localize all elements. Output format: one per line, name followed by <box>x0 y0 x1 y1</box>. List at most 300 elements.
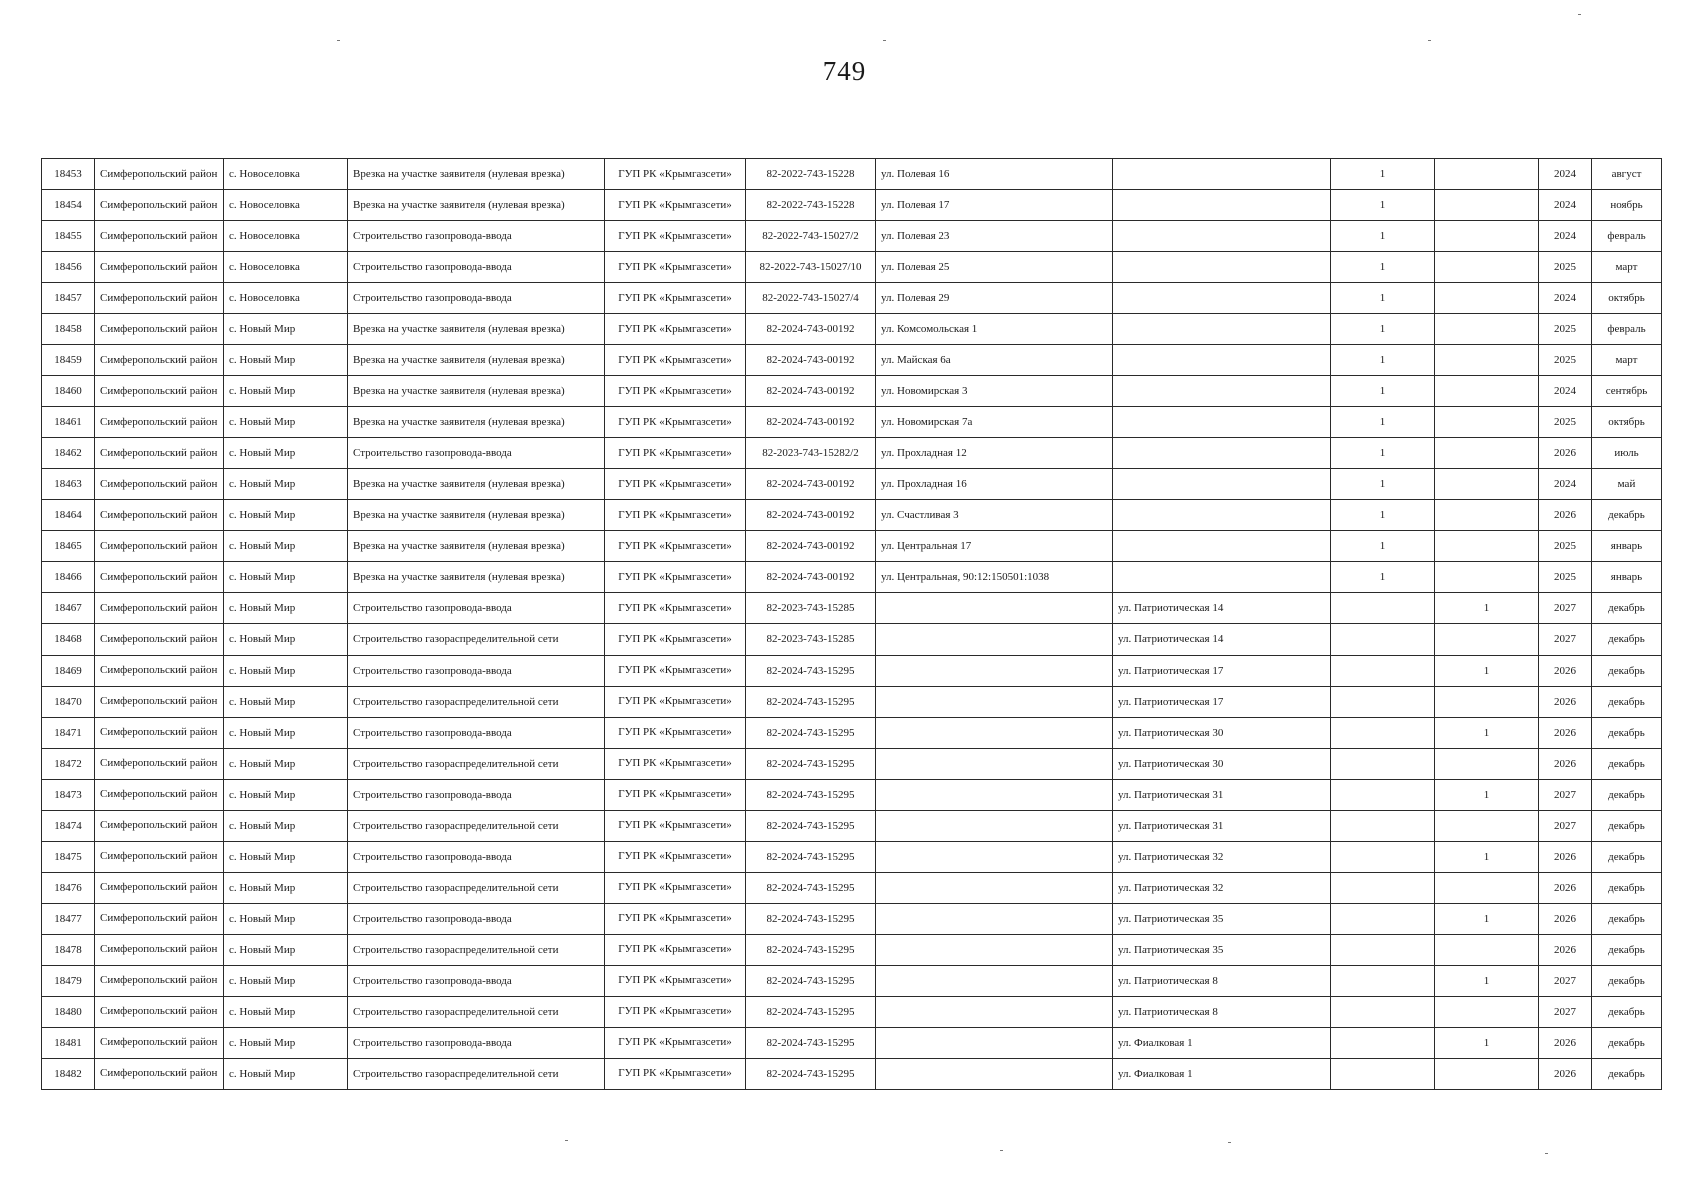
operator-cell: ГУП РК «Крымгазсети» <box>605 283 746 314</box>
address-alt-cell: ул. Патриотическая 14 <box>1113 593 1331 624</box>
flag-alt-cell <box>1435 810 1539 841</box>
address-cell <box>876 1027 1113 1058</box>
work-type-cell: Строительство газопровода-ввода <box>348 779 605 810</box>
district-cell: Симферопольский район <box>95 1058 224 1089</box>
district-cell: Симферопольский район <box>95 810 224 841</box>
address-cell <box>876 872 1113 903</box>
district-cell: Симферопольский район <box>95 717 224 748</box>
flag-alt-cell <box>1435 190 1539 221</box>
settlement-cell: с. Новый Мир <box>224 314 348 345</box>
district-cell: Симферопольский район <box>95 996 224 1027</box>
month-cell: декабрь <box>1592 686 1662 717</box>
row-number: 18472 <box>42 748 95 779</box>
address-cell: ул. Счастливая 3 <box>876 500 1113 531</box>
month-cell: декабрь <box>1592 996 1662 1027</box>
row-number: 18468 <box>42 624 95 655</box>
settlement-cell: с. Новый Мир <box>224 872 348 903</box>
request-id-cell: 82-2024-743-00192 <box>746 531 876 562</box>
flag-alt-cell: 1 <box>1435 903 1539 934</box>
address-alt-cell <box>1113 314 1331 345</box>
address-cell: ул. Прохладная 12 <box>876 438 1113 469</box>
month-cell: декабрь <box>1592 1058 1662 1089</box>
flag-cell <box>1331 1027 1435 1058</box>
year-cell: 2026 <box>1539 841 1592 872</box>
row-number: 18453 <box>42 159 95 190</box>
settlement-cell: с. Новый Мир <box>224 655 348 686</box>
table-row <box>42 810 1662 841</box>
request-id-cell: 82-2024-743-15295 <box>746 1058 876 1089</box>
page-number: 749 <box>822 56 867 86</box>
year-cell: 2027 <box>1539 779 1592 810</box>
settlement-cell: с. Новый Мир <box>224 717 348 748</box>
flag-alt-cell: 1 <box>1435 841 1539 872</box>
year-cell: 2026 <box>1539 686 1592 717</box>
flag-alt-cell <box>1435 531 1539 562</box>
flag-alt-cell <box>1435 252 1539 283</box>
operator-cell: ГУП РК «Крымгазсети» <box>605 1058 746 1089</box>
request-id-cell: 82-2024-743-15295 <box>746 996 876 1027</box>
operator-cell: ГУП РК «Крымгазсети» <box>605 221 746 252</box>
district-cell: Симферопольский район <box>95 562 224 593</box>
address-alt-cell <box>1113 190 1331 221</box>
flag-cell: 1 <box>1331 159 1435 190</box>
month-cell: декабрь <box>1592 593 1662 624</box>
table-row <box>42 1027 1662 1058</box>
month-cell: июль <box>1592 438 1662 469</box>
settlement-cell: с. Новоселовка <box>224 283 348 314</box>
request-id-cell: 82-2022-743-15027/4 <box>746 283 876 314</box>
district-cell: Симферопольский район <box>95 283 224 314</box>
work-type-cell: Строительство газопровода-ввода <box>348 1027 605 1058</box>
flag-cell: 1 <box>1331 221 1435 252</box>
address-cell: ул. Майская 6а <box>876 345 1113 376</box>
table-row <box>42 779 1662 810</box>
month-cell: декабрь <box>1592 841 1662 872</box>
flag-cell <box>1331 810 1435 841</box>
table-row <box>42 159 1662 190</box>
address-cell <box>876 655 1113 686</box>
flag-alt-cell <box>1435 283 1539 314</box>
table-row <box>42 252 1662 283</box>
month-cell: декабрь <box>1592 1027 1662 1058</box>
operator-cell: ГУП РК «Крымгазсети» <box>605 717 746 748</box>
flag-cell <box>1331 903 1435 934</box>
flag-cell: 1 <box>1331 314 1435 345</box>
district-cell: Симферопольский район <box>95 376 224 407</box>
flag-alt-cell <box>1435 562 1539 593</box>
flag-cell <box>1331 717 1435 748</box>
work-type-cell: Строительство газораспределительной сети <box>348 624 605 655</box>
table-row <box>42 655 1662 686</box>
operator-cell: ГУП РК «Крымгазсети» <box>605 159 746 190</box>
month-cell: февраль <box>1592 221 1662 252</box>
request-id-cell: 82-2024-743-15295 <box>746 965 876 996</box>
row-number: 18467 <box>42 593 95 624</box>
flag-cell <box>1331 748 1435 779</box>
address-alt-cell: ул. Патриотическая 31 <box>1113 810 1331 841</box>
row-number: 18463 <box>42 469 95 500</box>
scan-speck <box>337 40 340 41</box>
district-cell: Симферопольский район <box>95 190 224 221</box>
row-number: 18459 <box>42 345 95 376</box>
settlement-cell: с. Новоселовка <box>224 252 348 283</box>
scan-speck <box>1228 1142 1231 1143</box>
year-cell: 2024 <box>1539 469 1592 500</box>
row-number: 18470 <box>42 686 95 717</box>
flag-cell: 1 <box>1331 283 1435 314</box>
operator-cell: ГУП РК «Крымгазсети» <box>605 748 746 779</box>
work-type-cell: Строительство газораспределительной сети <box>348 748 605 779</box>
address-alt-cell: ул. Патриотическая 30 <box>1113 717 1331 748</box>
month-cell: декабрь <box>1592 810 1662 841</box>
operator-cell: ГУП РК «Крымгазсети» <box>605 934 746 965</box>
address-cell: ул. Новомирская 3 <box>876 376 1113 407</box>
settlement-cell: с. Новый Мир <box>224 500 348 531</box>
settlement-cell: с. Новый Мир <box>224 686 348 717</box>
request-id-cell: 82-2022-743-15228 <box>746 190 876 221</box>
year-cell: 2027 <box>1539 996 1592 1027</box>
address-cell: ул. Комсомольская 1 <box>876 314 1113 345</box>
row-number: 18475 <box>42 841 95 872</box>
request-id-cell: 82-2024-743-00192 <box>746 562 876 593</box>
row-number: 18474 <box>42 810 95 841</box>
flag-alt-cell <box>1435 872 1539 903</box>
year-cell: 2025 <box>1539 314 1592 345</box>
month-cell: октябрь <box>1592 407 1662 438</box>
district-cell: Симферопольский район <box>95 345 224 376</box>
flag-alt-cell <box>1435 1058 1539 1089</box>
month-cell: декабрь <box>1592 779 1662 810</box>
year-cell: 2024 <box>1539 159 1592 190</box>
flag-alt-cell <box>1435 221 1539 252</box>
scan-speck <box>1428 40 1431 41</box>
request-id-cell: 82-2024-743-15295 <box>746 655 876 686</box>
settlement-cell: с. Новоселовка <box>224 190 348 221</box>
flag-alt-cell <box>1435 996 1539 1027</box>
flag-alt-cell: 1 <box>1435 965 1539 996</box>
flag-alt-cell: 1 <box>1435 655 1539 686</box>
work-type-cell: Врезка на участке заявителя (нулевая врезка) <box>348 407 605 438</box>
address-cell <box>876 624 1113 655</box>
work-type-cell: Врезка на участке заявителя (нулевая врезка) <box>348 562 605 593</box>
address-cell: ул. Прохладная 16 <box>876 469 1113 500</box>
operator-cell: ГУП РК «Крымгазсети» <box>605 903 746 934</box>
flag-alt-cell <box>1435 748 1539 779</box>
year-cell: 2026 <box>1539 438 1592 469</box>
settlement-cell: с. Новый Мир <box>224 469 348 500</box>
flag-alt-cell <box>1435 624 1539 655</box>
settlement-cell: с. Новый Мир <box>224 779 348 810</box>
row-number: 18455 <box>42 221 95 252</box>
request-id-cell: 82-2024-743-00192 <box>746 407 876 438</box>
work-type-cell: Врезка на участке заявителя (нулевая врезка) <box>348 469 605 500</box>
address-alt-cell <box>1113 531 1331 562</box>
district-cell: Симферопольский район <box>95 779 224 810</box>
work-type-cell: Строительство газопровода-ввода <box>348 655 605 686</box>
operator-cell: ГУП РК «Крымгазсети» <box>605 500 746 531</box>
district-cell: Симферопольский район <box>95 407 224 438</box>
table-row <box>42 903 1662 934</box>
district-cell: Симферопольский район <box>95 438 224 469</box>
month-cell: декабрь <box>1592 872 1662 903</box>
request-id-cell: 82-2024-743-15295 <box>746 903 876 934</box>
year-cell: 2025 <box>1539 562 1592 593</box>
address-alt-cell <box>1113 407 1331 438</box>
flag-cell <box>1331 934 1435 965</box>
district-cell: Симферопольский район <box>95 748 224 779</box>
flag-cell <box>1331 624 1435 655</box>
work-type-cell: Строительство газопровода-ввода <box>348 283 605 314</box>
year-cell: 2025 <box>1539 407 1592 438</box>
year-cell: 2025 <box>1539 252 1592 283</box>
address-alt-cell: ул. Патриотическая 8 <box>1113 965 1331 996</box>
operator-cell: ГУП РК «Крымгазсети» <box>605 469 746 500</box>
request-id-cell: 82-2024-743-15295 <box>746 934 876 965</box>
year-cell: 2024 <box>1539 376 1592 407</box>
settlement-cell: с. Новый Мир <box>224 965 348 996</box>
flag-alt-cell <box>1435 376 1539 407</box>
district-cell: Симферопольский район <box>95 469 224 500</box>
flag-alt-cell: 1 <box>1435 779 1539 810</box>
month-cell: январь <box>1592 531 1662 562</box>
scan-speck <box>1545 1153 1548 1154</box>
address-alt-cell: ул. Патриотическая 32 <box>1113 872 1331 903</box>
settlement-cell: с. Новый Мир <box>224 996 348 1027</box>
scan-speck <box>565 1140 568 1141</box>
operator-cell: ГУП РК «Крымгазсети» <box>605 841 746 872</box>
month-cell: декабрь <box>1592 903 1662 934</box>
address-alt-cell: ул. Фиалковая 1 <box>1113 1058 1331 1089</box>
request-id-cell: 82-2024-743-15295 <box>746 717 876 748</box>
address-cell: ул. Новомирская 7а <box>876 407 1113 438</box>
month-cell: декабрь <box>1592 500 1662 531</box>
table-row <box>42 686 1662 717</box>
registry-body <box>42 159 1662 1090</box>
table-row <box>42 748 1662 779</box>
settlement-cell: с. Новый Мир <box>224 345 348 376</box>
row-number: 18476 <box>42 872 95 903</box>
address-cell <box>876 810 1113 841</box>
operator-cell: ГУП РК «Крымгазсети» <box>605 872 746 903</box>
table-row <box>42 562 1662 593</box>
flag-alt-cell <box>1435 159 1539 190</box>
settlement-cell: с. Новый Мир <box>224 531 348 562</box>
year-cell: 2026 <box>1539 872 1592 903</box>
work-type-cell: Строительство газопровода-ввода <box>348 252 605 283</box>
request-id-cell: 82-2024-743-15295 <box>746 1027 876 1058</box>
table-row <box>42 376 1662 407</box>
year-cell: 2027 <box>1539 965 1592 996</box>
address-cell <box>876 1058 1113 1089</box>
work-type-cell: Строительство газопровода-ввода <box>348 841 605 872</box>
flag-cell <box>1331 841 1435 872</box>
flag-alt-cell <box>1435 438 1539 469</box>
table-row <box>42 345 1662 376</box>
address-alt-cell <box>1113 438 1331 469</box>
request-id-cell: 82-2024-743-00192 <box>746 314 876 345</box>
row-number: 18461 <box>42 407 95 438</box>
address-cell: ул. Полевая 16 <box>876 159 1113 190</box>
scan-speck <box>1578 14 1581 15</box>
settlement-cell: с. Новый Мир <box>224 376 348 407</box>
flag-cell <box>1331 965 1435 996</box>
settlement-cell: с. Новый Мир <box>224 810 348 841</box>
month-cell: август <box>1592 159 1662 190</box>
year-cell: 2026 <box>1539 1027 1592 1058</box>
flag-cell <box>1331 872 1435 903</box>
work-type-cell: Врезка на участке заявителя (нулевая врезка) <box>348 500 605 531</box>
operator-cell: ГУП РК «Крымгазсети» <box>605 624 746 655</box>
settlement-cell: с. Новоселовка <box>224 221 348 252</box>
address-alt-cell: ул. Патриотическая 32 <box>1113 841 1331 872</box>
flag-alt-cell <box>1435 407 1539 438</box>
address-cell: ул. Полевая 25 <box>876 252 1113 283</box>
row-number: 18462 <box>42 438 95 469</box>
table-row <box>42 1058 1662 1089</box>
work-type-cell: Строительство газопровода-ввода <box>348 438 605 469</box>
table-row <box>42 314 1662 345</box>
address-alt-cell: ул. Патриотическая 35 <box>1113 903 1331 934</box>
address-alt-cell <box>1113 159 1331 190</box>
flag-cell <box>1331 1058 1435 1089</box>
district-cell: Симферопольский район <box>95 252 224 283</box>
flag-cell: 1 <box>1331 345 1435 376</box>
district-cell: Симферопольский район <box>95 531 224 562</box>
settlement-cell: с. Новый Мир <box>224 624 348 655</box>
flag-cell: 1 <box>1331 500 1435 531</box>
flag-alt-cell <box>1435 469 1539 500</box>
row-number: 18479 <box>42 965 95 996</box>
table-row <box>42 531 1662 562</box>
request-id-cell: 82-2024-743-15295 <box>746 810 876 841</box>
flag-cell: 1 <box>1331 469 1435 500</box>
row-number: 18457 <box>42 283 95 314</box>
row-number: 18481 <box>42 1027 95 1058</box>
table-row <box>42 593 1662 624</box>
table-row <box>42 996 1662 1027</box>
year-cell: 2026 <box>1539 500 1592 531</box>
row-number: 18471 <box>42 717 95 748</box>
operator-cell: ГУП РК «Крымгазсети» <box>605 965 746 996</box>
work-type-cell: Строительство газопровода-ввода <box>348 717 605 748</box>
flag-alt-cell <box>1435 345 1539 376</box>
district-cell: Симферопольский район <box>95 314 224 345</box>
table-row <box>42 624 1662 655</box>
address-alt-cell: ул. Патриотическая 17 <box>1113 686 1331 717</box>
table-row <box>42 283 1662 314</box>
operator-cell: ГУП РК «Крымгазсети» <box>605 376 746 407</box>
work-type-cell: Строительство газораспределительной сети <box>348 934 605 965</box>
operator-cell: ГУП РК «Крымгазсети» <box>605 531 746 562</box>
flag-cell: 1 <box>1331 190 1435 221</box>
work-type-cell: Строительство газораспределительной сети <box>348 996 605 1027</box>
operator-cell: ГУП РК «Крымгазсети» <box>605 345 746 376</box>
address-alt-cell <box>1113 469 1331 500</box>
settlement-cell: с. Новый Мир <box>224 903 348 934</box>
address-alt-cell <box>1113 221 1331 252</box>
address-cell <box>876 748 1113 779</box>
request-id-cell: 82-2022-743-15027/2 <box>746 221 876 252</box>
row-number: 18454 <box>42 190 95 221</box>
address-alt-cell: ул. Патриотическая 8 <box>1113 996 1331 1027</box>
month-cell: ноябрь <box>1592 190 1662 221</box>
work-type-cell: Врезка на участке заявителя (нулевая врезка) <box>348 314 605 345</box>
month-cell: декабрь <box>1592 965 1662 996</box>
year-cell: 2026 <box>1539 717 1592 748</box>
address-cell: ул. Полевая 29 <box>876 283 1113 314</box>
row-number: 18482 <box>42 1058 95 1089</box>
year-cell: 2027 <box>1539 593 1592 624</box>
operator-cell: ГУП РК «Крымгазсети» <box>605 438 746 469</box>
month-cell: май <box>1592 469 1662 500</box>
address-alt-cell <box>1113 562 1331 593</box>
request-id-cell: 82-2022-743-15027/10 <box>746 252 876 283</box>
address-cell <box>876 934 1113 965</box>
flag-alt-cell <box>1435 500 1539 531</box>
flag-cell: 1 <box>1331 407 1435 438</box>
operator-cell: ГУП РК «Крымгазсети» <box>605 562 746 593</box>
table-row <box>42 500 1662 531</box>
work-type-cell: Строительство газопровода-ввода <box>348 593 605 624</box>
address-alt-cell: ул. Патриотическая 30 <box>1113 748 1331 779</box>
address-cell: ул. Полевая 17 <box>876 190 1113 221</box>
work-type-cell: Строительство газопровода-ввода <box>348 903 605 934</box>
flag-alt-cell <box>1435 934 1539 965</box>
work-type-cell: Врезка на участке заявителя (нулевая врезка) <box>348 531 605 562</box>
row-number: 18466 <box>42 562 95 593</box>
operator-cell: ГУП РК «Крымгазсети» <box>605 407 746 438</box>
address-cell <box>876 841 1113 872</box>
settlement-cell: с. Новый Мир <box>224 438 348 469</box>
flag-cell: 1 <box>1331 252 1435 283</box>
district-cell: Симферопольский район <box>95 624 224 655</box>
registry-table <box>41 158 1662 1090</box>
request-id-cell: 82-2023-743-15285 <box>746 624 876 655</box>
month-cell: март <box>1592 345 1662 376</box>
address-cell <box>876 593 1113 624</box>
district-cell: Симферопольский район <box>95 500 224 531</box>
year-cell: 2024 <box>1539 283 1592 314</box>
table-row <box>42 872 1662 903</box>
operator-cell: ГУП РК «Крымгазсети» <box>605 810 746 841</box>
work-type-cell: Строительство газораспределительной сети <box>348 686 605 717</box>
month-cell: декабрь <box>1592 717 1662 748</box>
address-alt-cell <box>1113 376 1331 407</box>
work-type-cell: Строительство газораспределительной сети <box>348 810 605 841</box>
month-cell: декабрь <box>1592 624 1662 655</box>
request-id-cell: 82-2024-743-00192 <box>746 500 876 531</box>
flag-cell <box>1331 996 1435 1027</box>
address-cell: ул. Полевая 23 <box>876 221 1113 252</box>
operator-cell: ГУП РК «Крымгазсети» <box>605 686 746 717</box>
table-row <box>42 190 1662 221</box>
address-alt-cell <box>1113 252 1331 283</box>
operator-cell: ГУП РК «Крымгазсети» <box>605 1027 746 1058</box>
year-cell: 2026 <box>1539 748 1592 779</box>
district-cell: Симферопольский район <box>95 1027 224 1058</box>
address-cell <box>876 903 1113 934</box>
district-cell: Симферопольский район <box>95 841 224 872</box>
address-alt-cell: ул. Фиалковая 1 <box>1113 1027 1331 1058</box>
month-cell: декабрь <box>1592 655 1662 686</box>
flag-cell <box>1331 655 1435 686</box>
address-cell: ул. Центральная 17 <box>876 531 1113 562</box>
operator-cell: ГУП РК «Крымгазсети» <box>605 996 746 1027</box>
address-alt-cell <box>1113 500 1331 531</box>
request-id-cell: 82-2024-743-15295 <box>746 779 876 810</box>
flag-cell <box>1331 593 1435 624</box>
year-cell: 2026 <box>1539 1058 1592 1089</box>
